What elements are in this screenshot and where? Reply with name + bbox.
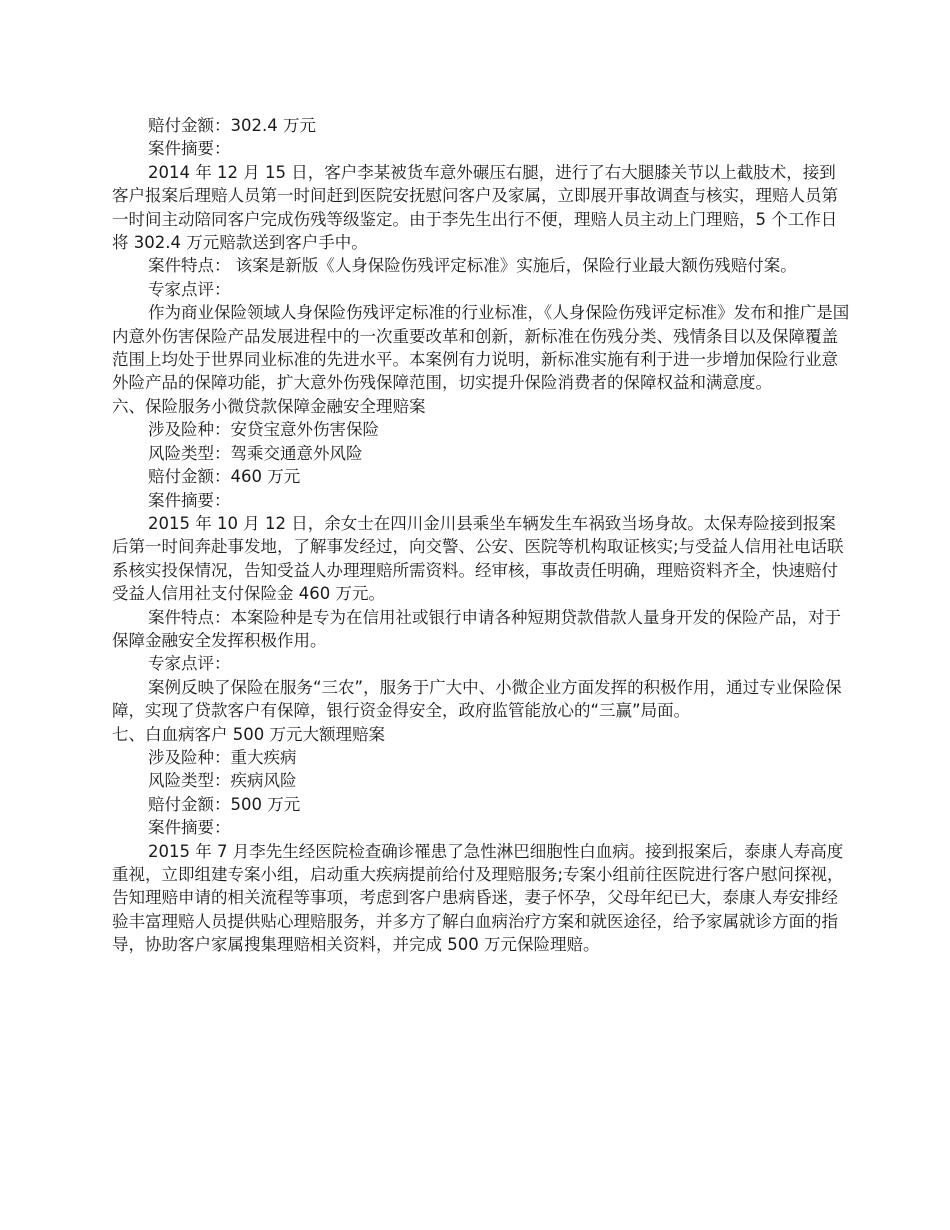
case5-expert-label: 专家点评：	[148, 279, 231, 299]
case5-payout: 赔付金额：302.4 万元	[148, 116, 316, 135]
case6-feature: 案件特点：本案险种是专为在信用社或银行申请各种短期贷款借款人量身开发的保险产品，对于保障金融安全发挥积极作用。	[112, 607, 841, 650]
case6-summary: 2015 年 10 月 12 日，余女士在四川金川县乘坐车辆发生车祸致当场身故。太保寿险接到报案后第一时间奔赴事发地，了解事发经过，向交警、公安、医院等机构取证核实;与受益人信用社电话联系核实投保情况，告知受益人办理理赔所需资料。经审核，事故责任明确，理赔资料齐全，快速赔付受益人信用社支付保险金 460 万元。	[112, 513, 844, 604]
case5-expert: 作为商业保险领域人身保险伤残评定标准的行业标准，《人身保险伤残评定标准》发布和推广是国内意外伤害保险产品发展进程中的一次重要改革和创新，新标准在伤残分类、残情条目以及保障覆盖范围上均处于世界同业标准的先进水平。本案例有力说明，新标准实施有利于进一步增加保险行业意外险产品的保障功能，扩大意外伤残保障范围，切实提升保险消费者的保障权益和满意度。	[112, 303, 850, 393]
case7-summary-label: 案件摘要：	[148, 818, 231, 838]
case5-summary: 2014 年 12 月 15 日，客户李某被货车意外碾压右腿，进行了右大腿膝关节以上截肢术，接到客户报案后理赔人员第一时间赶到医院安抚慰问客户及家属，立即展开事故调查与核实，理赔人员第一时间主动陪同客户完成伤残等级鉴定。由于李先生出行不便，理赔人员主动上门理赔，5 个工作日将 302.4 万元赔款送到客户手中。	[112, 162, 838, 253]
case6-expert-label: 专家点评：	[148, 654, 231, 674]
case6-summary-label: 案件摘要：	[148, 490, 231, 510]
case6-insurance: 涉及险种：安贷宝意外伤害保险	[148, 420, 379, 440]
case5-summary-label: 案件摘要：	[148, 139, 231, 159]
case7-payout: 赔付金额：500 万元	[148, 794, 301, 814]
document-page	[112, 114, 850, 957]
case7-title: 七、白血病客户 500 万元大额理赔案	[112, 724, 385, 744]
case7-risk: 风险类型：疾病风险	[148, 771, 297, 791]
case7-insurance: 涉及险种：重大疾病	[148, 747, 297, 767]
case7-summary: 2015 年 7 月李先生经医院检查确诊罹患了急性淋巴细胞性白血病。接到报案后，泰康人寿高度重视，立即组建专案小组，启动重大疾病提前给付及理赔服务;专案小组前往医院进行客户慰问探视，告知理赔申请的相关流程等事项，考虑到客户患病昏迷，妻子怀孕，父母年纪已大，泰康人寿安排经验丰富理赔人员提供贴心理赔服务，并多方了解白血病治疗方案和就医途径，给予家属就诊方面的指导，协助客户家属搜集理赔相关资料，并完成 500 万元保险理赔。	[112, 841, 844, 955]
case6-risk: 风险类型：驾乘交通意外风险	[148, 443, 363, 463]
case6-payout: 赔付金额：460 万元	[148, 467, 301, 487]
case5-feature: 案件特点： 该案是新版《人身保险伤残评定标准》实施后，保险行业最大额伤残赔付案。	[148, 256, 797, 276]
case6-expert: 案例反映了保险在服务“三农”，服务于广大中、小微企业方面发挥的积极作用，通过专业保险保障，实现了贷款客户有保障，银行资金得安全，政府监管能放心的“三赢”局面。	[112, 677, 842, 721]
case6-title: 六、保险服务小微贷款保障金融安全理赔案	[112, 396, 426, 416]
